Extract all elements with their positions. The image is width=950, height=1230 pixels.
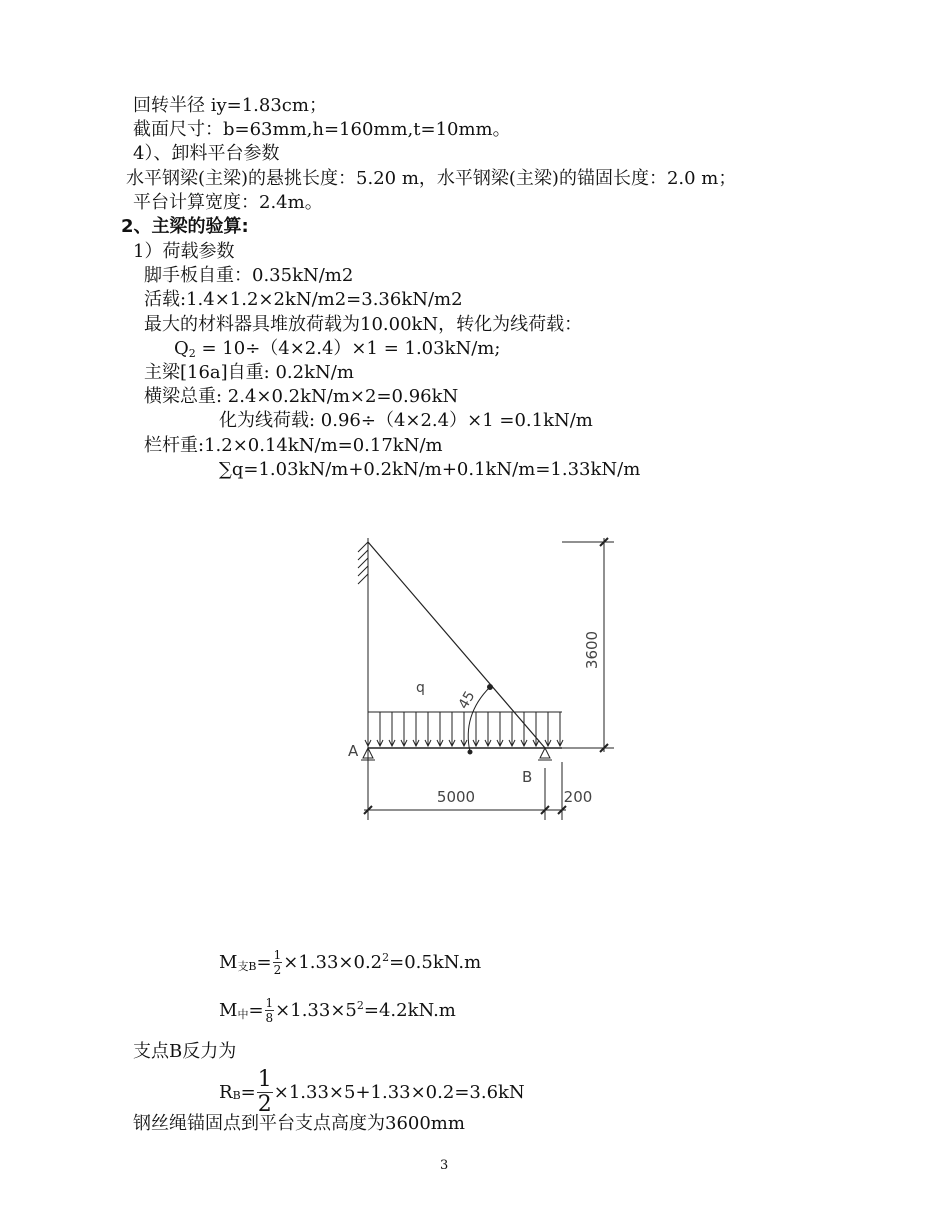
page-number: 3 [440, 1158, 449, 1173]
q2-symbol: Q [174, 338, 189, 359]
subsection-heading: 1）荷载参数 [133, 241, 235, 262]
formula-result: =4.2kN.m [363, 1000, 456, 1021]
label-b: B [522, 768, 533, 786]
text-line: 支点B反力为 [133, 1041, 237, 1062]
text-line: 回转半径 iy=1.83cm； [133, 95, 327, 116]
label-q: q [416, 680, 425, 696]
text-line: 平台计算宽度：2.4m。 [133, 192, 323, 213]
dim-span-label: 5000 [436, 788, 476, 806]
angle-arc-end [468, 750, 472, 754]
fraction-denominator: 8 [265, 1011, 274, 1025]
formula-body: ×1.33×5 [275, 1000, 357, 1021]
text-line: 活载:1.4×1.2×2kN/m2=3.36kN/m2 [144, 289, 463, 310]
formula-superscript: 2 [356, 999, 364, 1012]
formula-equals: = [240, 1082, 256, 1103]
beam-diagram [340, 520, 630, 830]
fraction-numerator: 1 [273, 948, 282, 962]
steel-cable [368, 542, 545, 748]
formula-body: ×1.33×5+1.33×0.2=3.6kN [273, 1082, 525, 1103]
q2-subscript: 2 [188, 347, 196, 360]
text-line: 化为线荷载: 0.96÷（4×2.4）×1 =0.1kN/m [219, 410, 593, 431]
formula-symbol: R [219, 1082, 233, 1103]
formula-body: ×1.33×0.2 [283, 952, 383, 973]
q2-formula: = 10÷（4×2.4）×1 = 1.03kN/m; [195, 338, 501, 359]
formula-subscript: B [232, 1089, 241, 1102]
text-line: 最大的材料器具堆放荷载为10.00kN，转化为线荷载： [144, 314, 583, 335]
text-line: 水平钢梁(主梁)的悬挑长度：5.20 m，水平钢梁(主梁)的锚固长度：2.0 m； [126, 168, 737, 189]
text-line: 4）、卸料平台参数 [133, 143, 280, 164]
text-line: 钢丝绳锚固点到平台支点高度为3600mm [133, 1113, 465, 1134]
label-a: A [348, 742, 359, 760]
fraction-denominator: 2 [273, 963, 282, 977]
formula-reaction-b [219, 1068, 525, 1117]
formula-moment-support-b [219, 948, 481, 977]
text-line: ∑q=1.03kN/m+0.2kN/m+0.1kN/m=1.33kN/m [219, 459, 641, 480]
formula-superscript: 2 [382, 951, 390, 964]
formula-fraction [273, 948, 283, 977]
formula-symbol: M [219, 952, 238, 973]
fraction-numerator: 1 [257, 1067, 272, 1092]
formula-fraction [265, 996, 275, 1025]
formula-fraction [257, 1068, 273, 1117]
formula-subscript: 支B [237, 959, 257, 973]
dim-height-label: 3600 [583, 630, 601, 670]
text-line: 横梁总重: 2.4×0.2kN/m×2=0.96kN [144, 386, 459, 407]
label-angle: 45 [455, 688, 479, 712]
formula-symbol: M [219, 1000, 238, 1021]
dim-overhang-label: 200 [563, 788, 593, 806]
formula-equals: = [256, 952, 272, 973]
support-b [540, 748, 550, 758]
load-arrows [365, 712, 563, 746]
formula-subscript: 中 [237, 1007, 249, 1021]
text-line: 主梁[16a]自重: 0.2kN/m [144, 362, 354, 383]
section-heading: 2、主梁的验算: [121, 216, 249, 237]
formula-equals: = [248, 1000, 264, 1021]
formula-result: =0.5kN.m [389, 952, 482, 973]
fraction-numerator: 1 [265, 996, 274, 1010]
formula-moment-mid [219, 996, 456, 1025]
wall-hatch [358, 542, 368, 584]
fraction-denominator: 2 [257, 1092, 272, 1117]
text-line: 脚手板自重：0.35kN/m2 [144, 265, 354, 286]
text-line: 栏杆重:1.2×0.14kN/m=0.17kN/m [144, 435, 443, 456]
text-line: 截面尺寸：b=63mm,h=160mm,t=10mm。 [133, 119, 511, 140]
